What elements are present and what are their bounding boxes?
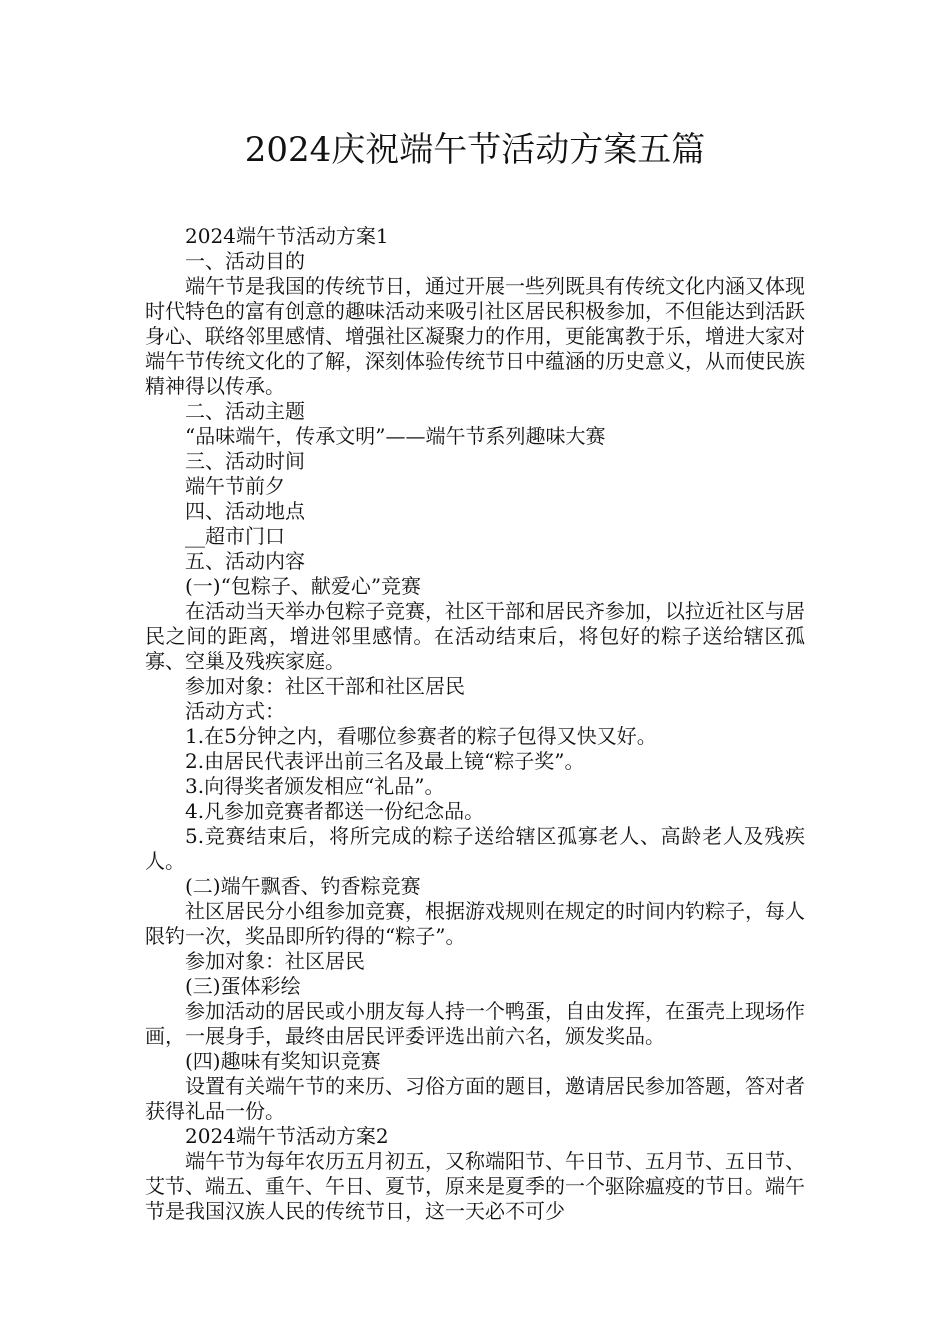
list-item-method-1: 1.在5分钟之内，看哪位参赛者的粽子包得又快又好。 (185, 724, 657, 748)
paragraph-zongzi-contest: 在活动当天举办包粽子竞赛，社区干部和居民齐参加，以拉近社区与居民之间的距离，增进邻里感情。在活动结束后，将包好的粽子送给辖区孤寡、空巢及残疾家庭。 (145, 599, 805, 673)
document-body (145, 224, 805, 1224)
paragraph-participants-2: 参加对象：社区居民 (185, 949, 365, 973)
list-item-method-4: 4.凡参加竞赛者都送一份纪念品。 (185, 799, 485, 823)
section-heading-plan-2: 2024端午节活动方案2 (185, 1124, 389, 1148)
list-item-method-5: 5.竞赛结束后，将所完成的粽子送给辖区孤寡老人、高龄老人及残疾人。 (145, 824, 805, 873)
paragraph-fishing-zongzi: 社区居民分小组参加竞赛，根据游戏规则在规定的时间内钓粽子，每人限钓一次，奖品即所钓得的“粽子”。 (145, 899, 805, 948)
heading-content: 五、活动内容 (185, 549, 305, 573)
paragraph-participants-1: 参加对象：社区干部和社区居民 (185, 674, 465, 698)
list-item-method-2: 2.由居民代表评出前三名及最上镜“粽子奖”。 (185, 749, 585, 773)
heading-time: 三、活动时间 (185, 449, 305, 473)
section-heading-plan-1: 2024端午节活动方案1 (185, 224, 389, 248)
subheading-zongzi-contest: (一)“包粽子、献爱心”竞赛 (185, 574, 422, 598)
heading-theme: 二、活动主题 (185, 399, 305, 423)
heading-purpose: 一、活动目的 (185, 249, 305, 273)
document-title: 2024庆祝端午节活动方案五篇 (244, 130, 706, 170)
list-item-method-3: 3.向得奖者颁发相应“礼品”。 (185, 774, 445, 798)
paragraph-theme: “品味端午，传承文明”——端午节系列趣味大赛 (185, 424, 606, 448)
heading-location: 四、活动地点 (185, 499, 305, 523)
subheading-fishing-zongzi: (二)端午飘香、钓香粽竞赛 (185, 874, 421, 898)
paragraph-location: __超市门口 (185, 524, 285, 548)
paragraph-plan-2-intro: 端午节为每年农历五月初五，又称端阳节、午日节、五月节、五日节、艾节、端五、重午、午日、夏节，原来是夏季的一个驱除瘟疫的节日。端午节是我国汉族人民的传统节日，这一天必不可少 (145, 1149, 805, 1223)
paragraph-time: 端午节前夕 (185, 474, 285, 498)
paragraph-quiz: 设置有关端午节的来历、习俗方面的题目，邀请居民参加答题，答对者获得礼品一份。 (145, 1074, 805, 1123)
subheading-egg-painting: (三)蛋体彩绘 (185, 974, 301, 998)
subheading-quiz: (四)趣味有奖知识竞赛 (185, 1049, 381, 1073)
paragraph-method-label: 活动方式： (185, 699, 285, 723)
paragraph-purpose: 端午节是我国的传统节日，通过开展一些列既具有传统文化内涵又体现时代特色的富有创意的趣味活动来吸引社区居民积极参加，不但能达到活跃身心、联络邻里感情、增强社区凝聚力的作用，更能寓教于乐，增进大家对端午节传统文化的了解，深刻体验传统节日中蕴涵的历史意义，从而使民族精神得以传承。 (145, 274, 805, 398)
paragraph-egg-painting: 参加活动的居民或小朋友每人持一个鸭蛋，自由发挥，在蛋壳上现场作画，一展身手，最终由居民评委评选出前六名，颁发奖品。 (145, 999, 805, 1048)
